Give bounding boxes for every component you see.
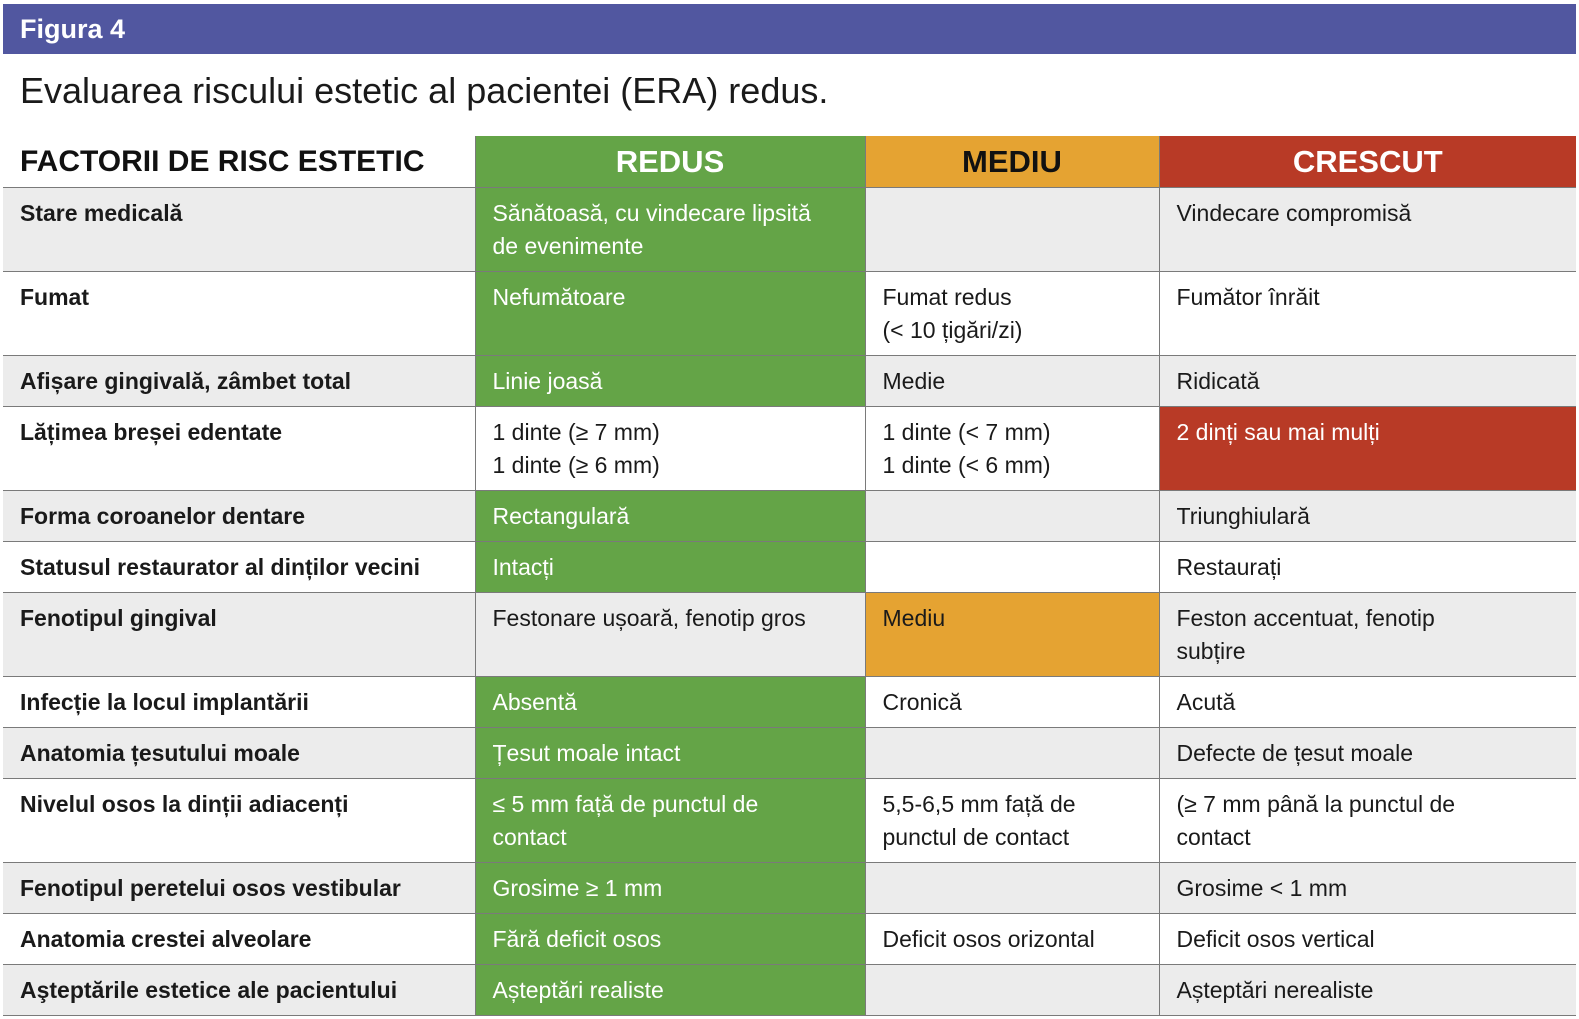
factor-cell: Statusul restaurator al dinților vecini xyxy=(3,542,475,593)
factor-cell: Forma coroanelor dentare xyxy=(3,491,475,542)
risk-cell-high xyxy=(1159,491,1576,542)
cell-text-line: Medie xyxy=(882,368,946,394)
cell-text-line: 2 dinți sau mai mulți xyxy=(1176,419,1380,445)
cell-text-line: Fumător înrăit xyxy=(1176,284,1320,310)
cell-text-line: punctul de contact xyxy=(882,824,1070,850)
factor-cell: Nivelul osos la dinții adiacenți xyxy=(3,779,475,863)
table-row xyxy=(3,677,1576,728)
risk-cell-low xyxy=(475,965,865,1016)
cell-text-line: Așteptări realiste xyxy=(492,977,664,1003)
risk-cell-high xyxy=(1159,965,1576,1016)
cell-text-line: 1 dinte (< 7 mm) xyxy=(882,419,1051,445)
cell-text-line: Fără deficit osos xyxy=(492,926,662,952)
cell-text-line: Fumat redus xyxy=(882,284,1012,310)
risk-cell-medium xyxy=(865,965,1159,1016)
risk-cell-high xyxy=(1159,728,1576,779)
risk-cell-low xyxy=(475,188,865,272)
risk-cell-high xyxy=(1159,914,1576,965)
cell-text-line: ≤ 5 mm față de punctul de xyxy=(492,791,759,817)
risk-cell-high xyxy=(1159,779,1576,863)
cell-text-line: Cronică xyxy=(882,689,962,715)
table-row xyxy=(3,863,1576,914)
table-row xyxy=(3,188,1576,272)
factor-cell: Stare medicală xyxy=(3,188,475,272)
table-row xyxy=(3,272,1576,356)
risk-cell-medium xyxy=(865,407,1159,491)
cell-text-line: Restaurați xyxy=(1176,554,1282,580)
figure-label-bar xyxy=(3,4,1576,54)
cell-text-line: Țesut moale intact xyxy=(492,740,681,766)
risk-cell-low xyxy=(475,593,865,677)
factor-cell: Anatomia crestei alveolare xyxy=(3,914,475,965)
cell-text-line: Linie joasă xyxy=(492,368,603,394)
cell-text-line: Nefumătoare xyxy=(492,284,626,310)
risk-cell-medium xyxy=(865,188,1159,272)
cell-text-line: Acută xyxy=(1176,689,1236,715)
risk-cell-high xyxy=(1159,188,1576,272)
table-row xyxy=(3,728,1576,779)
table-row xyxy=(3,593,1576,677)
risk-cell-high xyxy=(1159,677,1576,728)
risk-cell-medium xyxy=(865,863,1159,914)
risk-cell-low xyxy=(475,779,865,863)
cell-text-line: Grosime < 1 mm xyxy=(1176,875,1348,901)
risk-cell-low xyxy=(475,863,865,914)
risk-cell-medium xyxy=(865,779,1159,863)
risk-cell-high xyxy=(1159,407,1576,491)
table-row xyxy=(3,965,1576,1016)
table-row xyxy=(3,914,1576,965)
risk-assessment-table xyxy=(3,136,1576,1016)
table-row xyxy=(3,407,1576,491)
table-row xyxy=(3,491,1576,542)
cell-text-line: 5,5-6,5 mm față de xyxy=(882,791,1076,817)
header-medium: MEDIU xyxy=(865,136,1159,188)
factor-cell: Fenotipul gingival xyxy=(3,593,475,677)
cell-text-line: subțire xyxy=(1176,638,1246,664)
factor-cell: Aşteptările estetice ale pacientului xyxy=(3,965,475,1016)
table-body xyxy=(3,188,1576,1016)
factor-cell: Fenotipul peretelui osos vestibular xyxy=(3,863,475,914)
cell-text-line: de evenimente xyxy=(492,233,644,259)
cell-text-line: Absentă xyxy=(492,689,577,715)
table-header-row xyxy=(3,136,1576,188)
cell-text-line: (< 10 țigări/zi) xyxy=(882,317,1023,343)
header-high: CRESCUT xyxy=(1159,136,1576,188)
risk-cell-medium xyxy=(865,272,1159,356)
cell-text-line: Deficit osos orizontal xyxy=(882,926,1095,952)
risk-cell-low xyxy=(475,356,865,407)
cell-text-line: contact xyxy=(492,824,567,850)
risk-cell-low xyxy=(475,407,865,491)
risk-cell-high xyxy=(1159,863,1576,914)
risk-cell-medium xyxy=(865,356,1159,407)
cell-text-line: Feston accentuat, fenotip xyxy=(1176,605,1435,631)
risk-cell-medium xyxy=(865,728,1159,779)
factor-cell: Afișare gingivală, zâmbet total xyxy=(3,356,475,407)
cell-text-line: Rectangulară xyxy=(492,503,630,529)
factor-cell: Anatomia țesutului moale xyxy=(3,728,475,779)
factor-cell: Fumat xyxy=(3,272,475,356)
risk-cell-medium xyxy=(865,677,1159,728)
risk-cell-medium xyxy=(865,914,1159,965)
risk-cell-high xyxy=(1159,542,1576,593)
risk-cell-low xyxy=(475,914,865,965)
risk-cell-low xyxy=(475,677,865,728)
risk-cell-low xyxy=(475,728,865,779)
factor-cell: Lățimea breșei edentate xyxy=(3,407,475,491)
table-row xyxy=(3,779,1576,863)
cell-text-line: Așteptări nerealiste xyxy=(1176,977,1374,1003)
risk-cell-low xyxy=(475,491,865,542)
header-low: REDUS xyxy=(475,136,865,188)
risk-cell-low xyxy=(475,542,865,593)
cell-text-line: 1 dinte (≥ 7 mm) xyxy=(492,419,660,445)
figure-label: Figura 4 xyxy=(20,14,126,44)
risk-cell-medium xyxy=(865,491,1159,542)
cell-text-line: Intacți xyxy=(492,554,554,580)
cell-text-line: Grosime ≥ 1 mm xyxy=(492,875,663,901)
cell-text-line: Deficit osos vertical xyxy=(1176,926,1375,952)
factor-cell: Infecție la locul implantării xyxy=(3,677,475,728)
risk-cell-high xyxy=(1159,356,1576,407)
cell-text-line: Mediu xyxy=(882,605,946,631)
risk-cell-medium xyxy=(865,542,1159,593)
figure-caption: Evaluarea riscului estetic al pacientei (ERA) redus. xyxy=(20,70,829,111)
cell-text-line: Triunghiulară xyxy=(1176,503,1310,529)
risk-cell-medium xyxy=(865,593,1159,677)
header-factor: FACTORII DE RISC ESTETIC xyxy=(3,136,475,188)
cell-text-line: Vindecare compromisă xyxy=(1176,200,1412,226)
cell-text-line: 1 dinte (< 6 mm) xyxy=(882,452,1051,478)
cell-text-line: 1 dinte (≥ 6 mm) xyxy=(492,452,660,478)
cell-text-line: Sănătoasă, cu vindecare lipsită xyxy=(492,200,811,226)
risk-cell-low xyxy=(475,272,865,356)
cell-text-line: contact xyxy=(1176,824,1251,850)
cell-text-line: Ridicată xyxy=(1176,368,1260,394)
table-row xyxy=(3,356,1576,407)
cell-text-line: (≥ 7 mm până la punctul de xyxy=(1176,791,1456,817)
risk-cell-high xyxy=(1159,593,1576,677)
table-row xyxy=(3,542,1576,593)
cell-text-line: Defecte de țesut moale xyxy=(1176,740,1414,766)
risk-cell-high xyxy=(1159,272,1576,356)
cell-text-line: Festonare ușoară, fenotip gros xyxy=(492,605,806,631)
